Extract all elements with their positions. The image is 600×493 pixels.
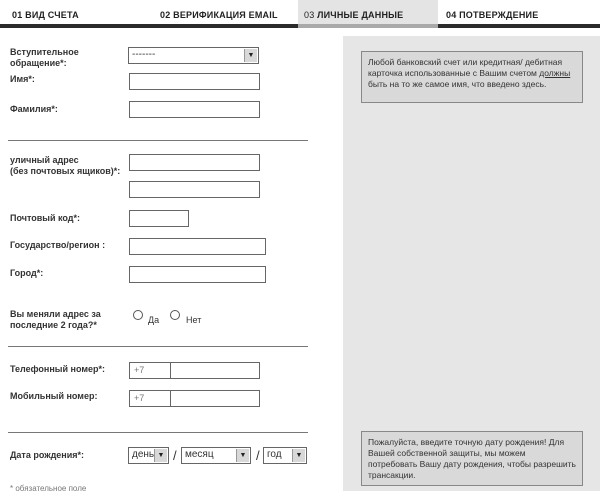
phone-prefix-input[interactable]: +7 bbox=[129, 362, 171, 379]
help-panel bbox=[343, 36, 600, 491]
step-number: 03 bbox=[304, 10, 315, 20]
step-bar-active bbox=[298, 24, 438, 28]
label-line: последние 2 года?* bbox=[10, 320, 97, 330]
phone-label: Телефонный номер*: bbox=[10, 364, 105, 374]
dob-day-select[interactable] bbox=[128, 447, 169, 464]
dob-month-select[interactable] bbox=[181, 447, 251, 464]
last-name-input[interactable] bbox=[129, 101, 260, 118]
note-text: Любой банковский счет или кредитная/ дебитная карточка использованные с Вашим счетом bbox=[368, 57, 563, 78]
dob-help-note bbox=[361, 431, 583, 486]
progress-steps bbox=[0, 0, 600, 28]
step-label: ПОТВЕРЖДЕНИЕ bbox=[459, 10, 539, 20]
step-number: 01 bbox=[12, 10, 23, 20]
step-confirmation bbox=[446, 0, 596, 24]
postcode-input[interactable] bbox=[129, 210, 189, 227]
label-line: Вступительное bbox=[10, 47, 79, 57]
select-value: ------- bbox=[132, 49, 156, 60]
state-label: Государство/регион : bbox=[10, 240, 106, 250]
date-separator: / bbox=[173, 448, 177, 463]
street-label bbox=[10, 155, 120, 177]
last-name-label: Фамилия*: bbox=[10, 104, 58, 114]
city-label: Город*: bbox=[10, 268, 44, 278]
street-input-2[interactable] bbox=[129, 181, 260, 198]
step-email-verification bbox=[160, 0, 295, 24]
step-personal-data bbox=[298, 0, 438, 24]
select-value: день bbox=[132, 449, 155, 460]
mobile-prefix-input[interactable]: +7 bbox=[129, 390, 171, 407]
mobile-number-input[interactable] bbox=[170, 390, 260, 407]
step-bar bbox=[438, 24, 600, 28]
chevron-down-icon: ▼ bbox=[236, 449, 249, 462]
step-label: ВЕРИФИКАЦИЯ EMAIL bbox=[173, 10, 278, 20]
no-label: Нет bbox=[186, 315, 202, 325]
city-input[interactable] bbox=[129, 266, 266, 283]
step-label: ЛИЧНЫЕ ДАННЫЕ bbox=[317, 10, 404, 20]
salutation-select[interactable] bbox=[128, 47, 259, 64]
required-footnote: * обязательное поле bbox=[10, 484, 87, 493]
step-account-type bbox=[12, 0, 142, 24]
step-bar bbox=[150, 24, 298, 28]
step-number: 02 bbox=[160, 10, 171, 20]
salutation-label bbox=[10, 47, 79, 69]
first-name-input[interactable] bbox=[129, 73, 260, 90]
note-text: Пожалуйста, введите точную дату рождения! Для Вашей собственной защиты, мы можем потребовать Вашу дату рождения, чтобы разрешить трансакции. bbox=[368, 437, 576, 480]
label-line: обращение*: bbox=[10, 58, 67, 68]
chevron-down-icon: ▼ bbox=[154, 449, 167, 462]
select-value: год bbox=[267, 449, 282, 460]
select-value: месяц bbox=[185, 449, 214, 460]
moved-no-radio[interactable] bbox=[170, 310, 180, 320]
moved-yes-radio[interactable] bbox=[133, 310, 143, 320]
date-separator: / bbox=[256, 448, 260, 463]
chevron-down-icon: ▼ bbox=[292, 449, 305, 462]
step-bar bbox=[0, 24, 150, 28]
note-text: быть на то же самое имя, что введено здесь. bbox=[368, 79, 547, 89]
chevron-down-icon: ▼ bbox=[244, 49, 257, 62]
divider bbox=[8, 346, 308, 347]
moved-address-label bbox=[10, 309, 101, 331]
step-label: ВИД СЧЕТА bbox=[25, 10, 79, 20]
dob-year-select[interactable] bbox=[263, 447, 307, 464]
divider bbox=[8, 432, 308, 433]
yes-label: Да bbox=[148, 315, 160, 325]
label-line: уличный адрес bbox=[10, 155, 79, 165]
postcode-label: Почтовый код*: bbox=[10, 213, 80, 223]
phone-number-input[interactable] bbox=[170, 362, 260, 379]
mobile-label: Мобильный номер: bbox=[10, 391, 98, 401]
note-emphasis: должны bbox=[539, 68, 571, 78]
label-line: Вы меняли адрес за bbox=[10, 309, 101, 319]
divider bbox=[8, 140, 308, 141]
name-help-note bbox=[361, 51, 583, 103]
street-input-1[interactable] bbox=[129, 154, 260, 171]
label-line: (без почтовых ящиков)*: bbox=[10, 166, 121, 176]
first-name-label: Имя*: bbox=[10, 74, 35, 84]
dob-label: Дата рождения*: bbox=[10, 450, 85, 460]
state-input[interactable] bbox=[129, 238, 266, 255]
step-number: 04 bbox=[446, 10, 457, 20]
